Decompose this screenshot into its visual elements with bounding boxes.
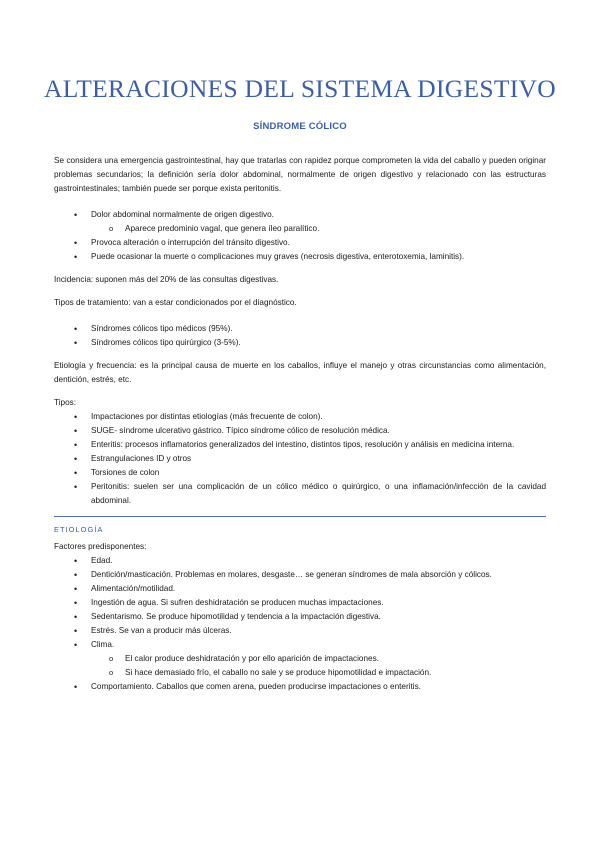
list-item: • Dolor abdominal normalmente de origen digestivo. o Aparece predominio vagal, que genera íleo paralítico. xyxy=(91,208,546,236)
list-item: • Edad. xyxy=(91,554,546,568)
list-item: • Peritonitis: suelen ser una complicación de un cólico médico o quirúrgico, o una inflamación/infección de la cavidad abdominal. xyxy=(91,480,546,508)
list-item: • Sedentarismo. Se produce hipomotilidad y tendencia a la impactación digestiva. xyxy=(91,610,546,624)
document-subtitle: SÍNDROME CÓLICO xyxy=(253,121,347,132)
list-item: • Alimentación/motilidad. xyxy=(91,582,546,596)
etiologia-frecuencia-paragraph: Etiología y frecuencia: es la principal causa de muerte en los caballos, influye el manejo y otras circunstancias como alimentación, dentición, estrés, etc. xyxy=(54,361,546,384)
list-item: • Impactaciones por distintas etiologías (más frecuente de colon). xyxy=(91,410,546,424)
list-item: • Síndromes cólicos tipo médicos (95%). xyxy=(91,322,546,336)
predisposing-factors-list xyxy=(54,554,546,694)
list-item: • Torsiones de colon xyxy=(91,466,546,480)
list-item: • Puede ocasionar la muerte o complicaciones muy graves (necrosis digestiva, enterotoxemia, laminitis). xyxy=(91,250,546,264)
document-title: ALTERACIONES DEL SISTEMA DIGESTIVO xyxy=(44,74,556,103)
colic-types-list xyxy=(54,410,546,508)
list-item: • Enteritis: procesos inflamatorios generalizados del intestino, distintos tipos, resolución y análisis en medicina interna. xyxy=(91,438,546,452)
list-item: • Estrangulaciones ID y otros xyxy=(91,452,546,466)
symptoms-list xyxy=(54,208,546,264)
list-item: • Síndromes cólicos tipo quirúrgico (3-5%). xyxy=(91,336,546,350)
incidencia-paragraph: Incidencia: suponen más del 20% de las consultas digestivas. xyxy=(54,275,279,284)
list-item: • Dentición/masticación. Problemas en molares, desgaste… se generan síndromes de mala absorción y cólicos. xyxy=(91,568,546,582)
sub-list-item: o El calor produce deshidratación y por ello aparición de impactaciones. xyxy=(125,652,546,666)
list-item: • Estrés. Se van a producir más úlceras. xyxy=(91,624,546,638)
list-item: • Clima. o El calor produce deshidratación y por ello aparición de impactaciones. o Si hace demasiado frío, el caballo no sale y se produce hipomotilidad e impactación. xyxy=(91,638,546,680)
sub-list-item: o Si hace demasiado frío, el caballo no sale y se produce hipomotilidad e impactación. xyxy=(125,666,546,680)
list-item: • Comportamiento. Caballos que comen arena, pueden producirse impactaciones o enteritis. xyxy=(91,680,546,694)
tipos-label: Tipos: xyxy=(54,398,76,407)
sub-list xyxy=(91,652,546,680)
sub-list xyxy=(91,222,546,236)
tratamiento-paragraph: Tipos de tratamiento: van a estar condicionados por el diagnóstico. xyxy=(54,298,297,307)
list-item: • Ingestión de agua. Si sufren deshidratación se producen muchas impactaciones. xyxy=(91,596,546,610)
intro-paragraph: Se considera una emergencia gastrointestinal, hay que tratarlas con rapidez porque comprometen la vida del caballo y pueden originar problemas secundarios; la definición sería dolor abdominal, normalmente de origen digestivo y relacionado con las estructuras gastrointestinales; también puede ser porque exista peritonitis. xyxy=(54,156,546,193)
list-item: • SUGE- síndrome ulcerativo gástrico. Típico síndrome cólico de resolución médica. xyxy=(91,424,546,438)
section-heading-etiologia: ETIOLOGÍA xyxy=(54,516,546,540)
document-body xyxy=(54,154,546,694)
treatment-types-list xyxy=(54,322,546,350)
list-item: • Provoca alteración o interrupción del tránsito digestivo. xyxy=(91,236,546,250)
sub-list-item: o Aparece predominio vagal, que genera íleo paralítico. xyxy=(125,222,546,236)
factores-label: Factores predisponentes: xyxy=(54,542,147,551)
